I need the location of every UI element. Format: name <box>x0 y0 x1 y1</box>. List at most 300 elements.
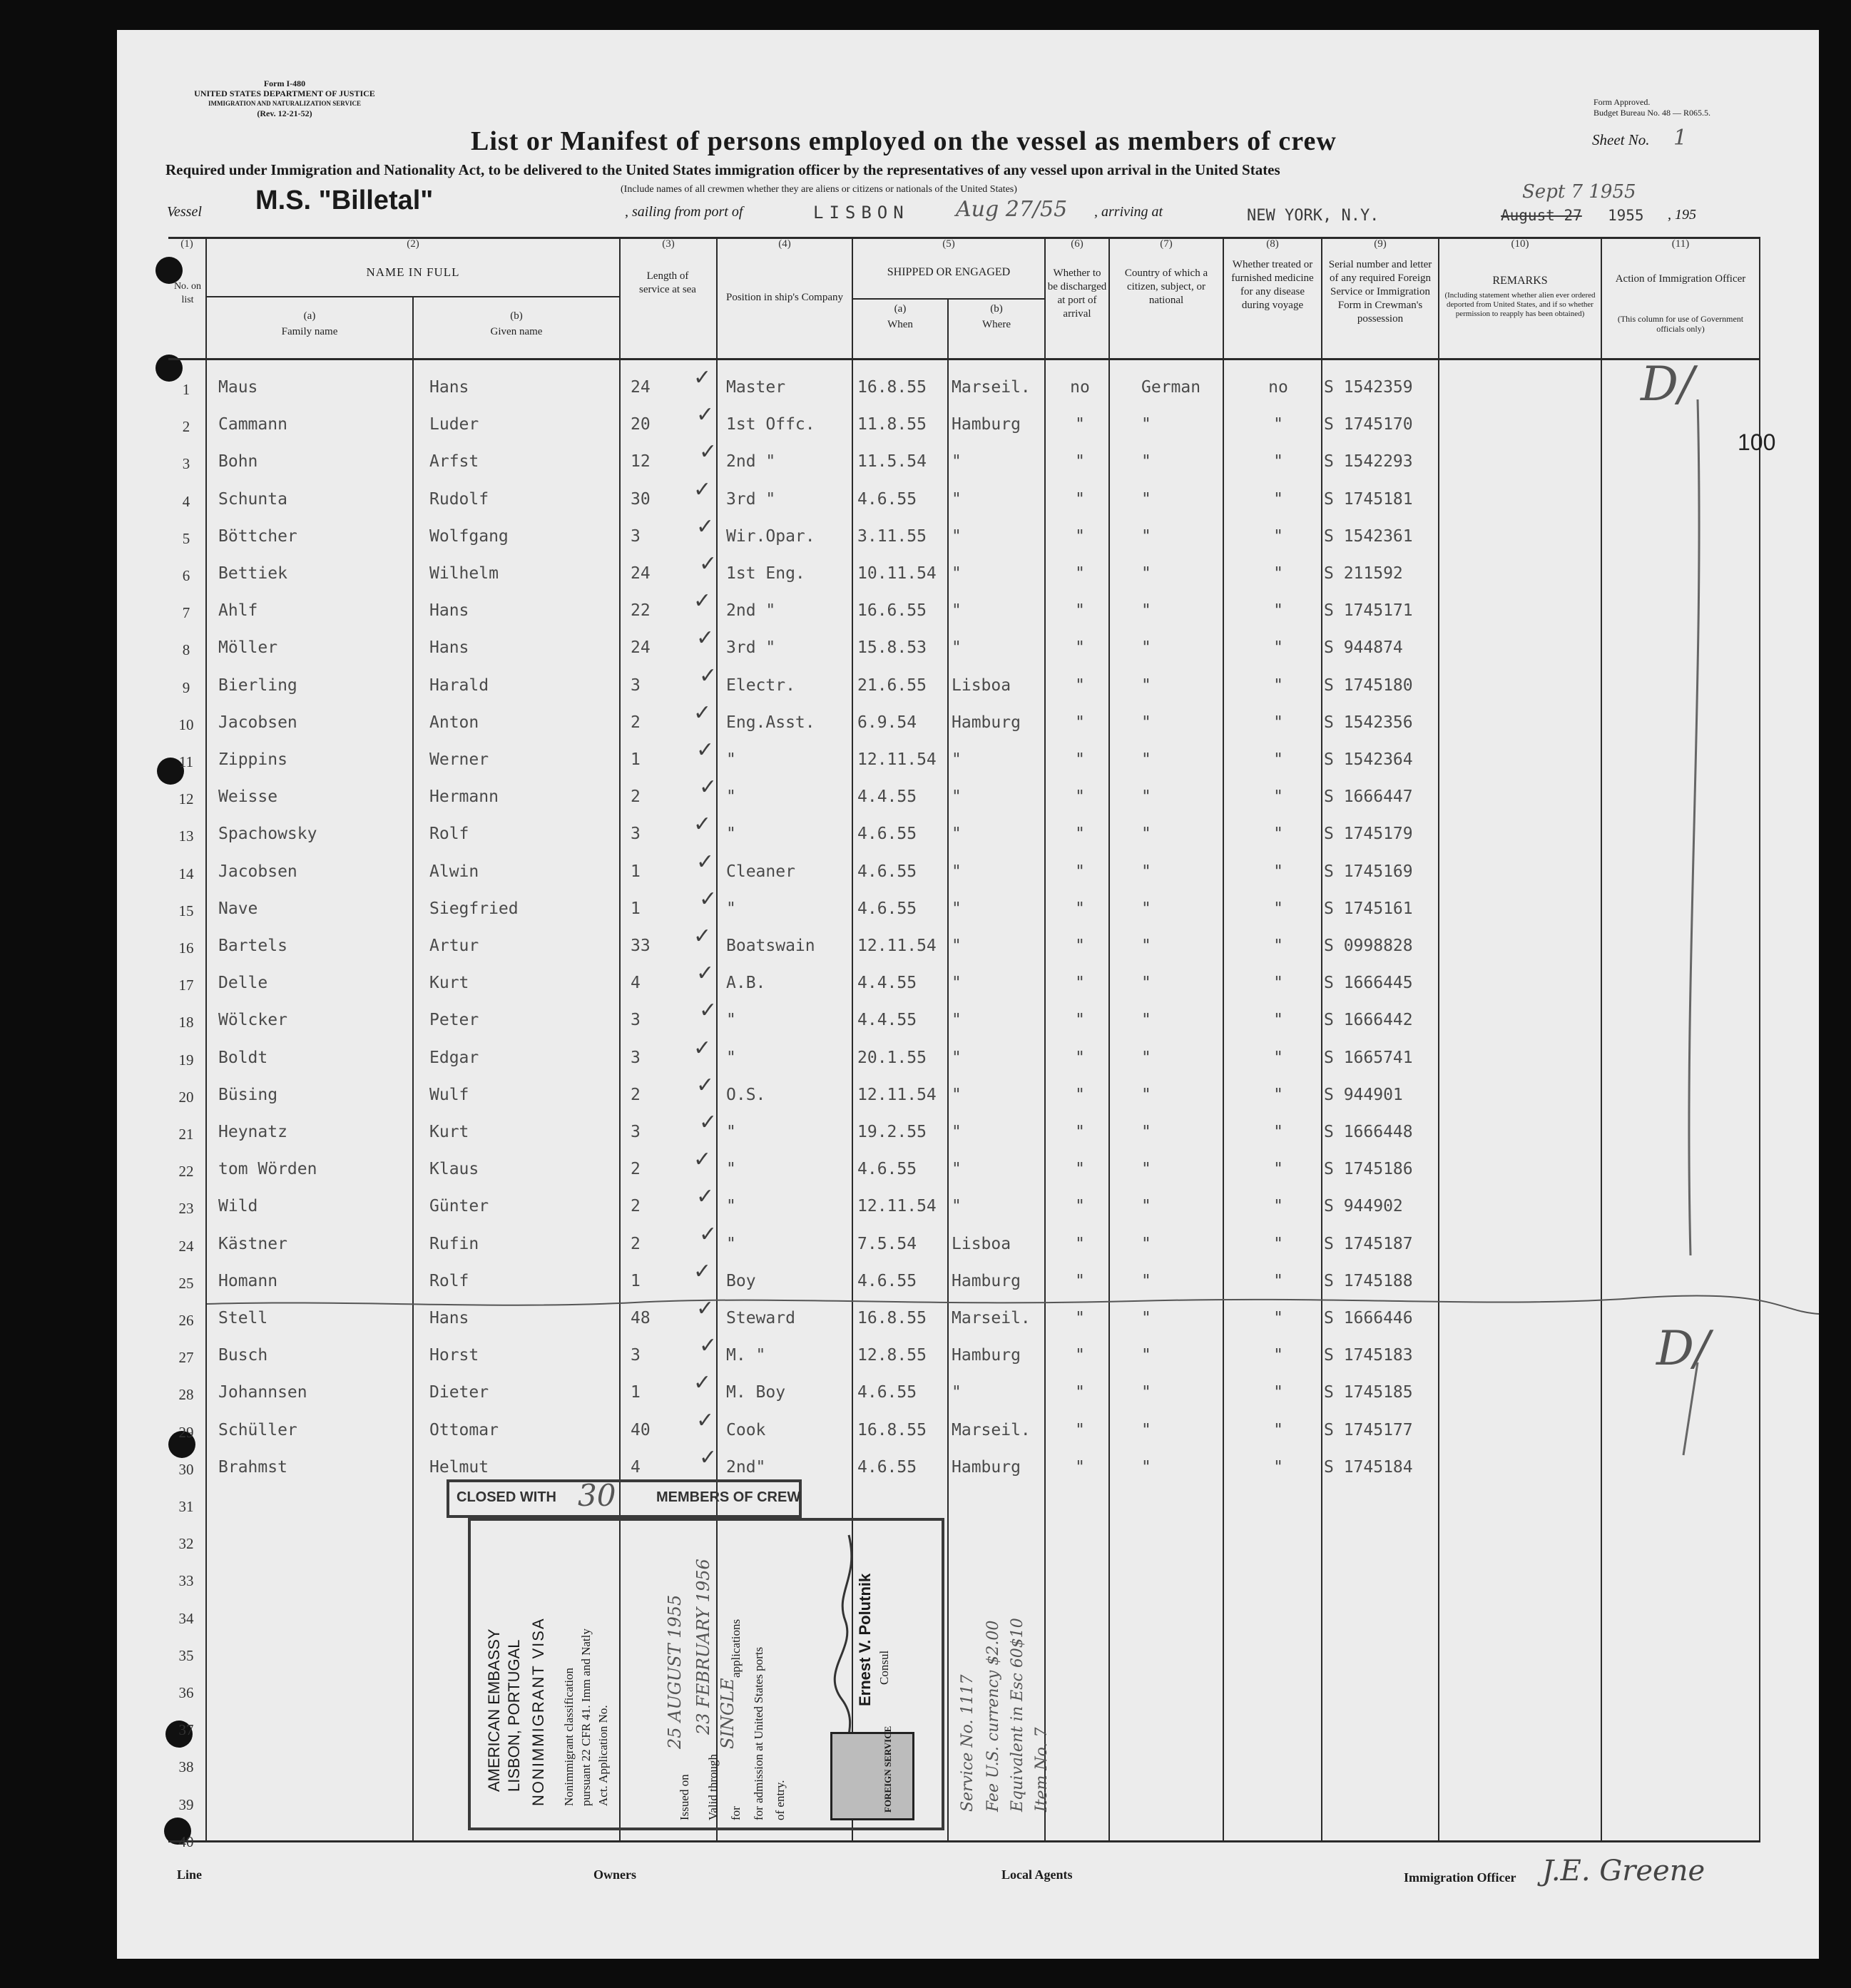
fee-amount: Fee U.S. currency $2.00 <box>984 1620 1002 1812</box>
service-length-cell: 3 <box>631 527 641 546</box>
discharge-cell: " <box>1075 1011 1085 1029</box>
service-length-cell: 2 <box>631 713 641 732</box>
check-mark-icon: ✓ <box>699 775 718 800</box>
country-cell: " <box>1141 1235 1151 1253</box>
serial-number-cell: S 1745169 <box>1324 862 1413 881</box>
service-length-cell: 12 <box>631 452 651 471</box>
given-name-cell: Rolf <box>429 825 469 843</box>
family-name-cell: Wild <box>218 1197 258 1215</box>
shipped-where-cell: Hamburg <box>952 415 1021 434</box>
position-cell: Boatswain <box>726 937 815 955</box>
arrival-year-printed: , 195 <box>1668 207 1696 223</box>
check-mark-icon: ✓ <box>696 1073 715 1098</box>
sheet-number-label: Sheet No. <box>1592 131 1650 148</box>
page-title: List or Manifest of persons employed on the vessel as members of crew <box>471 126 1337 156</box>
medicine-cell: " <box>1273 1011 1283 1029</box>
shipped-where-cell: " <box>952 564 962 583</box>
service-length-cell: 1 <box>631 862 641 881</box>
discharge-cell: " <box>1075 1123 1085 1141</box>
serial-number-cell: S 1542364 <box>1324 750 1413 769</box>
discharge-cell: " <box>1075 638 1085 657</box>
serial-number-cell: S 1745184 <box>1324 1458 1413 1477</box>
sheet-number-value: 1 <box>1673 126 1688 151</box>
medicine-cell: " <box>1273 1346 1283 1365</box>
country-cell: " <box>1141 415 1151 434</box>
colnum-9: (9) <box>1374 238 1387 250</box>
row-26-strike-line <box>207 1290 1819 1318</box>
position-cell: 1st Eng. <box>726 564 805 583</box>
header-family-name: Family name <box>281 326 338 337</box>
shipped-where-cell: " <box>952 601 962 620</box>
family-name-cell: Homann <box>218 1272 278 1290</box>
row-number: 1 <box>182 381 190 398</box>
given-name-cell: Artur <box>429 937 479 955</box>
arrival-date-handwritten: Sept 7 1955 <box>1522 181 1636 203</box>
country-cell: " <box>1141 490 1151 509</box>
port-from: LISBON <box>813 203 909 223</box>
consul-title: Consul <box>877 1650 891 1685</box>
row-number: 24 <box>178 1238 194 1255</box>
discharge-cell: " <box>1075 1160 1085 1178</box>
country-cell: " <box>1141 862 1151 881</box>
empty-row-number: 31 <box>178 1498 194 1515</box>
discharge-cell: " <box>1075 490 1085 509</box>
header-no-on-list: No. on list <box>173 281 202 305</box>
position-cell: 2nd " <box>726 601 776 620</box>
table-bottom-rule <box>168 1840 1760 1842</box>
row-number: 17 <box>178 977 194 994</box>
medicine-cell: " <box>1273 1272 1283 1290</box>
medicine-cell: " <box>1273 564 1283 583</box>
serial-number-cell: S 1666442 <box>1324 1011 1413 1029</box>
check-mark-icon: ✓ <box>696 402 715 427</box>
row-number: 6 <box>182 567 190 584</box>
discharge-cell: " <box>1075 452 1085 471</box>
given-name-cell: Alwin <box>429 862 479 881</box>
discharge-cell: " <box>1075 564 1085 583</box>
medicine-cell: " <box>1273 750 1283 769</box>
footer-owners-label: Owners <box>593 1867 636 1882</box>
shipped-when-cell: 4.6.55 <box>857 1160 917 1178</box>
service-length-cell: 24 <box>631 378 651 397</box>
given-name-cell: Edgar <box>429 1049 479 1067</box>
discharge-cell: " <box>1075 601 1085 620</box>
given-name-cell: Hermann <box>429 787 499 806</box>
row-number: 9 <box>182 679 190 696</box>
discharge-cell: no <box>1070 378 1090 397</box>
colnum-8: (8) <box>1266 238 1279 250</box>
shipped-when-cell: 3.11.55 <box>857 527 927 546</box>
family-name-cell: Bohn <box>218 452 258 471</box>
given-name-cell: Kurt <box>429 1123 469 1141</box>
visa-line-3: NONIMMIGRANT VISA <box>529 1617 547 1806</box>
shipped-when-cell: 12.11.54 <box>857 750 937 769</box>
country-cell: " <box>1141 937 1151 955</box>
service-length-cell: 3 <box>631 1346 641 1365</box>
shipped-when-cell: 12.11.54 <box>857 1086 937 1104</box>
closed-prefix: CLOSED WITH <box>457 1489 556 1505</box>
serial-number-cell: S 1666446 <box>1324 1309 1413 1327</box>
shipped-where-cell: " <box>952 1383 962 1402</box>
department: UNITED STATES DEPARTMENT OF JUSTICE <box>194 88 375 98</box>
country-cell: " <box>1141 713 1151 732</box>
country-cell: " <box>1141 1011 1151 1029</box>
service-number: Service No. 1117 <box>959 1674 977 1812</box>
serial-number-cell: S 1745188 <box>1324 1272 1413 1290</box>
serial-number-cell: S 211592 <box>1324 564 1403 583</box>
position-cell: Cook <box>726 1421 766 1439</box>
country-cell: " <box>1141 787 1151 806</box>
header-given-num: (b) <box>510 310 523 322</box>
country-cell: " <box>1141 974 1151 992</box>
row-number: 14 <box>178 865 194 882</box>
serial-number-cell: S 1666445 <box>1324 974 1413 992</box>
position-cell: " <box>726 899 736 918</box>
shipped-where-cell: Hamburg <box>952 1346 1021 1365</box>
shipped-when-cell: 7.5.54 <box>857 1235 917 1253</box>
col-divider <box>412 296 414 1842</box>
service-length-cell: 2 <box>631 1160 641 1178</box>
country-cell: " <box>1141 1086 1151 1104</box>
check-mark-icon: ✓ <box>696 961 715 986</box>
shipped-where-cell: " <box>952 937 962 955</box>
header-when: When <box>887 319 913 330</box>
shipped-when-cell: 4.6.55 <box>857 862 917 881</box>
service-length-cell: 33 <box>631 937 651 955</box>
given-name-cell: Luder <box>429 415 479 434</box>
family-name-cell: Busch <box>218 1346 268 1365</box>
row-number: 26 <box>178 1312 194 1329</box>
footer-officer-label: Immigration Officer <box>1404 1870 1516 1885</box>
shipped-when-cell: 16.8.55 <box>857 1421 927 1439</box>
country-cell: " <box>1141 750 1151 769</box>
check-mark-icon: ✓ <box>696 1408 715 1433</box>
row-number: 4 <box>182 493 190 510</box>
position-cell: " <box>726 1011 736 1029</box>
family-name-cell: tom Wörden <box>218 1160 317 1178</box>
discharge-cell: " <box>1075 1346 1085 1365</box>
family-name-cell: Johannsen <box>218 1383 307 1402</box>
colnum-4: (4) <box>778 238 791 250</box>
shipped-where-cell: " <box>952 1011 962 1029</box>
empty-row-number: 34 <box>178 1610 194 1627</box>
header-remarks-note: (Including statement whether alien ever ordered deported from United States, and if so whether permission to reapply has been obtained) <box>1444 291 1596 318</box>
include-note: (Include names of all crewmen whether they are aliens or citizens or nationals of the United States) <box>621 184 1017 195</box>
shipped-when-cell: 4.4.55 <box>857 787 917 806</box>
shipped-when-cell: 11.5.54 <box>857 452 927 471</box>
serial-number-cell: S 944902 <box>1324 1197 1403 1215</box>
given-name-cell: Klaus <box>429 1160 479 1178</box>
shipped-when-cell: 4.6.55 <box>857 899 917 918</box>
country-cell: " <box>1141 1160 1151 1178</box>
family-name-cell: Spachowsky <box>218 825 317 843</box>
check-mark-icon: ✓ <box>693 924 712 949</box>
service-length-cell: 2 <box>631 1197 641 1215</box>
discharge-cell: " <box>1075 1272 1085 1290</box>
check-mark-icon: ✓ <box>696 1296 715 1321</box>
medicine-cell: " <box>1273 1421 1283 1439</box>
medicine-cell: " <box>1273 825 1283 843</box>
empty-row-number: 37 <box>178 1721 194 1738</box>
row-number: 28 <box>178 1386 194 1403</box>
row-number: 12 <box>178 790 194 807</box>
check-mark-icon: ✓ <box>696 850 715 875</box>
nonimmigrant-visa-stamp <box>468 1518 944 1830</box>
col-divider <box>1321 237 1322 1842</box>
serial-number-cell: S 1745183 <box>1324 1346 1413 1365</box>
given-name-cell: Kurt <box>429 974 469 992</box>
consul-name: Ernest V. Polutnik <box>856 1573 874 1706</box>
service-length-cell: 24 <box>631 638 651 657</box>
serial-number-cell: S 1745171 <box>1324 601 1413 620</box>
given-name-cell: Wolfgang <box>429 527 509 546</box>
row-number: 11 <box>178 753 194 770</box>
serial-number-cell: S 944874 <box>1324 638 1403 657</box>
visa-for-suffix: applications <box>729 1619 743 1678</box>
position-cell: " <box>726 1197 736 1215</box>
medicine-cell: " <box>1273 862 1283 881</box>
service-length-cell: 3 <box>631 676 641 695</box>
discharge-cell: " <box>1075 1086 1085 1104</box>
row-number: 2 <box>182 418 190 435</box>
shipped-when-cell: 16.6.55 <box>857 601 927 620</box>
medicine-cell: " <box>1273 1235 1283 1253</box>
medicine-cell: " <box>1273 601 1283 620</box>
position-cell: " <box>726 825 736 843</box>
given-name-cell: Dieter <box>429 1383 489 1402</box>
shipped-where-cell: " <box>952 527 962 546</box>
medicine-cell: no <box>1268 378 1288 397</box>
shipped-when-cell: 11.8.55 <box>857 415 927 434</box>
family-name-cell: Böttcher <box>218 527 297 546</box>
shipped-where-cell: Hamburg <box>952 1458 1021 1477</box>
given-name-cell: Horst <box>429 1346 479 1365</box>
position-cell: 3rd " <box>726 490 776 509</box>
position-cell: " <box>726 750 736 769</box>
check-mark-icon: ✓ <box>693 1259 712 1284</box>
medicine-cell: " <box>1273 974 1283 992</box>
form-number: Form I-480 <box>263 78 306 88</box>
row-number: 7 <box>182 604 190 621</box>
given-name-cell: Rudolf <box>429 490 489 509</box>
arrival-date-struck: August 27 <box>1501 207 1582 224</box>
shipped-when-cell: 16.8.55 <box>857 1309 927 1327</box>
sailing-date-handwritten: Aug 27/55 <box>956 197 1068 222</box>
header-where: Where <box>982 319 1011 330</box>
position-cell: O.S. <box>726 1086 766 1104</box>
row-number: 22 <box>178 1163 194 1180</box>
shipped-when-cell: 12.8.55 <box>857 1346 927 1365</box>
header-bottom-rule <box>168 358 1760 360</box>
given-name-cell: Günter <box>429 1197 489 1215</box>
discharge-cell: " <box>1075 937 1085 955</box>
discharge-cell: " <box>1075 527 1085 546</box>
given-name-cell: Rolf <box>429 1272 469 1290</box>
row-number: 5 <box>182 530 190 547</box>
service-length-cell: 48 <box>631 1309 651 1327</box>
serial-number-cell: S 1666447 <box>1324 787 1413 806</box>
shipped-when-cell: 4.6.55 <box>857 1383 917 1402</box>
shipped-when-cell: 4.4.55 <box>857 1011 917 1029</box>
serial-number-cell: S 1745186 <box>1324 1160 1413 1178</box>
serial-number-cell: S 1745179 <box>1324 825 1413 843</box>
shipped-where-cell: " <box>952 1049 962 1067</box>
colnum-2: (2) <box>407 238 419 250</box>
position-cell: Electr. <box>726 676 795 695</box>
discharge-cell: " <box>1075 974 1085 992</box>
family-name-cell: Bettiek <box>218 564 287 583</box>
family-name-cell: Boldt <box>218 1049 268 1067</box>
discharge-cell: " <box>1075 899 1085 918</box>
discharge-cell: " <box>1075 862 1085 881</box>
given-name-cell: Wilhelm <box>429 564 499 583</box>
given-name-cell: Harald <box>429 676 489 695</box>
shipped-where-cell: Marseil. <box>952 378 1031 397</box>
visa-valid-label: Valid through <box>706 1753 720 1820</box>
medicine-cell: " <box>1273 1123 1283 1141</box>
country-cell: " <box>1141 638 1151 657</box>
empty-row-number: 32 <box>178 1535 194 1552</box>
family-name-cell: Bartels <box>218 937 287 955</box>
closed-count: 30 <box>578 1478 616 1513</box>
empty-row-number: 35 <box>178 1647 194 1664</box>
empty-row-number: 40 <box>178 1833 194 1850</box>
check-mark-icon: ✓ <box>699 551 718 576</box>
position-cell: 1st Offc. <box>726 415 815 434</box>
header-family-num: (a) <box>303 310 316 322</box>
position-cell: Steward <box>726 1309 795 1327</box>
medicine-cell: " <box>1273 527 1283 546</box>
family-name-cell: Jacobsen <box>218 713 297 732</box>
shipped-where-cell: Lisboa <box>952 1235 1011 1253</box>
shipped-when-cell: 12.11.54 <box>857 937 937 955</box>
discharge-cell: " <box>1075 1421 1085 1439</box>
medicine-cell: " <box>1273 490 1283 509</box>
shipped-when-cell: 4.6.55 <box>857 1272 917 1290</box>
family-name-cell: Cammann <box>218 415 287 434</box>
form-revision: (Rev. 12-21-52) <box>257 108 312 118</box>
header-shipped-or-engaged: SHIPPED OR ENGAGED <box>887 266 1011 278</box>
position-cell: 2nd " <box>726 452 776 471</box>
country-cell: " <box>1141 1458 1151 1477</box>
country-cell: " <box>1141 1197 1151 1215</box>
service-length-cell: 24 <box>631 564 651 583</box>
colnum-1: (1) <box>180 238 193 250</box>
header-medicine: Whether treated or furnished medicine for any disease during voyage <box>1231 259 1314 311</box>
vessel-name: M.S. "Billetal" <box>255 185 434 215</box>
officer-signature: J.E. Greene <box>1542 1855 1705 1887</box>
service-length-cell: 4 <box>631 974 641 992</box>
serial-number-cell: S 944901 <box>1324 1086 1403 1104</box>
row-number: 21 <box>178 1126 194 1143</box>
discharge-cell: " <box>1075 1383 1085 1402</box>
family-name-cell: Delle <box>218 974 268 992</box>
page-subtitle: Required under Immigration and Nationality Act, to be delivered to the United States immigration officer by the representatives of any vessel upon arrival in the United States <box>165 161 1280 178</box>
action-mark-top: D/ <box>1641 357 1695 412</box>
shipped-when-cell: 12.11.54 <box>857 1197 937 1215</box>
serial-number-cell: S 1745177 <box>1324 1421 1413 1439</box>
family-name-cell: Schüller <box>218 1421 297 1439</box>
footer-agents-label: Local Agents <box>1001 1867 1073 1882</box>
country-cell: " <box>1141 1049 1151 1067</box>
service-length-cell: 30 <box>631 490 651 509</box>
medicine-cell: " <box>1273 1383 1283 1402</box>
shipped-where-cell: " <box>952 862 962 881</box>
header-where-num: (b) <box>990 303 1003 315</box>
visa-line-1: AMERICAN EMBASSY <box>485 1628 503 1792</box>
check-mark-icon: ✓ <box>696 514 715 539</box>
given-name-cell: Hans <box>429 378 469 397</box>
position-cell: Master <box>726 378 786 397</box>
discharge-cell: " <box>1075 825 1085 843</box>
service-length-cell: 1 <box>631 899 641 918</box>
shipped-where-cell: " <box>952 750 962 769</box>
check-mark-icon: ✓ <box>693 812 712 837</box>
discharge-cell: " <box>1075 1049 1085 1067</box>
shipped-where-cell: " <box>952 825 962 843</box>
medicine-cell: " <box>1273 1197 1283 1215</box>
given-name-cell: Hans <box>429 601 469 620</box>
budget-bureau: Budget Bureau No. 48 — R065.5. <box>1594 108 1710 118</box>
serial-number-cell: S 1745185 <box>1324 1383 1413 1402</box>
check-mark-icon: ✓ <box>693 477 712 502</box>
family-name-cell: Kästner <box>218 1235 287 1253</box>
position-cell: " <box>726 1123 736 1141</box>
family-name-cell: Jacobsen <box>218 862 297 881</box>
footer-line-label: Line <box>177 1867 203 1882</box>
family-name-cell: Stell <box>218 1309 268 1327</box>
service-length-cell: 40 <box>631 1421 651 1439</box>
colnum-6: (6) <box>1071 238 1083 250</box>
header-name-in-full: NAME IN FULL <box>366 265 460 279</box>
shipped-where-cell: " <box>952 1160 962 1178</box>
check-mark-icon: ✓ <box>693 365 712 390</box>
check-mark-icon: ✓ <box>693 588 712 613</box>
serial-number-cell: S 1665741 <box>1324 1049 1413 1067</box>
shipped-where-cell: Lisboa <box>952 676 1011 695</box>
country-cell: " <box>1141 527 1151 546</box>
port-to: NEW YORK, N.Y. <box>1247 207 1380 225</box>
country-cell: " <box>1141 676 1151 695</box>
given-name-cell: Arfst <box>429 452 479 471</box>
medicine-cell: " <box>1273 452 1283 471</box>
discharge-cell: " <box>1075 1235 1085 1253</box>
action-bracket-line <box>1669 399 1726 1469</box>
row-number: 8 <box>182 641 190 658</box>
serial-number-cell: S 1542293 <box>1324 452 1413 471</box>
given-name-cell: Siegfried <box>429 899 519 918</box>
action-mark-bottom: D/ <box>1656 1321 1710 1376</box>
given-name-cell: Anton <box>429 713 479 732</box>
header-country: Country of which a citizen, subject, or national <box>1124 267 1208 306</box>
medicine-cell: " <box>1273 415 1283 434</box>
position-cell: " <box>726 1235 736 1253</box>
shipped-where-cell: " <box>952 452 962 471</box>
serial-number-cell: S 0998828 <box>1324 937 1413 955</box>
empty-row-number: 33 <box>178 1572 194 1589</box>
item-number: Item No. 7 <box>1033 1727 1051 1812</box>
family-name-cell: Bierling <box>218 676 297 695</box>
header-position: Position in ship's Company <box>726 292 843 303</box>
row-number: 16 <box>178 939 194 957</box>
family-name-cell: Nave <box>218 899 258 918</box>
row-number: 30 <box>178 1461 194 1478</box>
serial-number-cell: S 1745170 <box>1324 415 1413 434</box>
discharge-cell: " <box>1075 1197 1085 1215</box>
visa-admission: for admission at United States ports <box>752 1646 765 1820</box>
col-divider <box>205 237 207 1842</box>
shipped-when-cell: 4.6.55 <box>857 490 917 509</box>
